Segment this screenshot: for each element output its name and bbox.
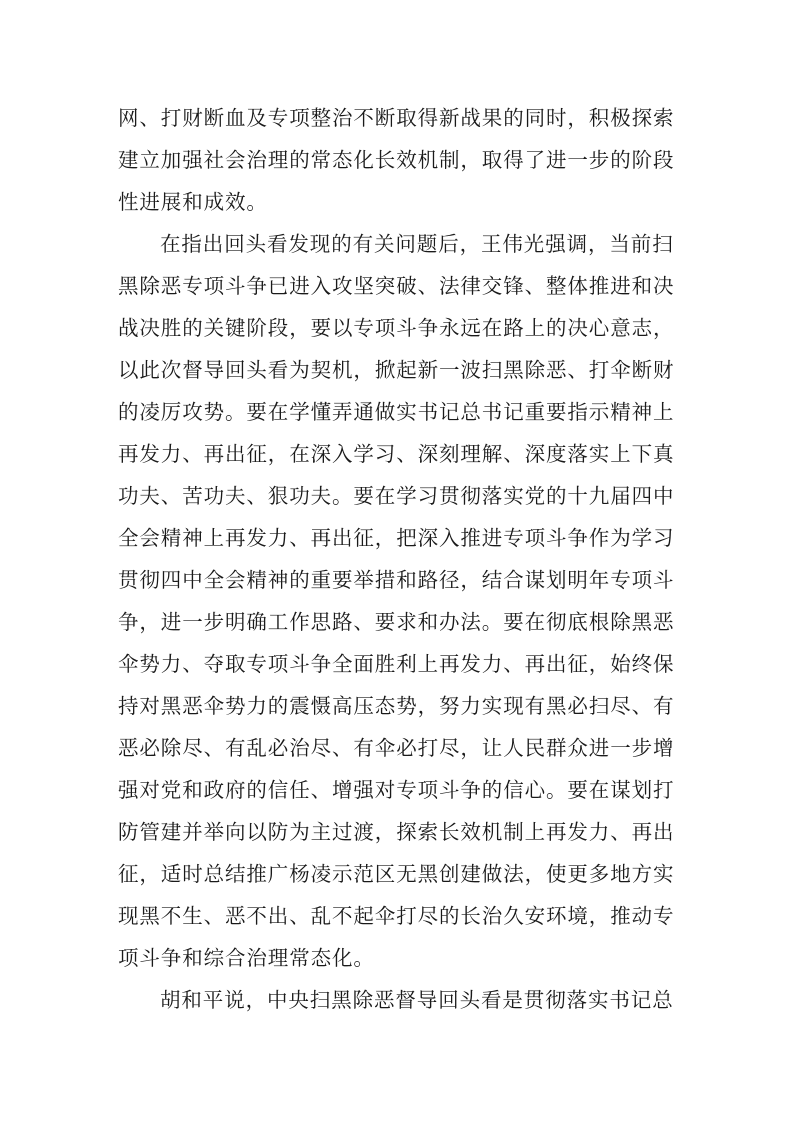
text-line: 现黑不生、恶不出、乱不起伞打尽的长治久安环境，推动专 xyxy=(118,904,675,928)
text-line: 性进展和成效。 xyxy=(118,190,268,214)
text-line: 全会精神上再发力、再出征，把深入推进专项斗争作为学习 xyxy=(118,526,675,550)
text-line: 项斗争和综合治理常态化。 xyxy=(118,946,375,970)
text-line: 征，适时总结推广杨凌示范区无黑创建做法，使更多地方实 xyxy=(118,862,675,886)
paragraph-start-line: 胡和平说，中央扫黑除恶督导回头看是贯彻落实书记总 xyxy=(160,988,674,1012)
paragraph-start-line: 在指出回头看发现的有关问题后，王伟光强调，当前扫 xyxy=(160,232,674,256)
text-line: 争，进一步明确工作思路、要求和办法。要在彻底根除黑恶 xyxy=(118,610,675,634)
text-line: 贯彻四中全会精神的重要举措和路径，结合谋划明年专项斗 xyxy=(118,568,675,592)
text-line: 功夫、苦功夫、狠功夫。要在学习贯彻落实党的十九届四中 xyxy=(118,484,675,508)
text-line: 伞势力、夺取专项斗争全面胜利上再发力、再出征，始终保 xyxy=(118,652,675,676)
text-line: 防管建并举向以防为主过渡，探索长效机制上再发力、再出 xyxy=(118,820,675,844)
text-line: 以此次督导回头看为契机，掀起新一波扫黑除恶、打伞断财 xyxy=(118,358,675,382)
text-line: 再发力、再出征，在深入学习、深刻理解、深度落实上下真 xyxy=(118,442,675,466)
text-line: 恶必除尽、有乱必治尽、有伞必打尽，让人民群众进一步增 xyxy=(118,736,675,760)
text-line: 的凌厉攻势。要在学懂弄通做实书记总书记重要指示精神上 xyxy=(118,400,675,424)
text-line: 持对黑恶伞势力的震慑高压态势，努力实现有黑必扫尽、有 xyxy=(118,694,675,718)
text-line: 战决胜的关键阶段，要以专项斗争永远在路上的决心意志， xyxy=(118,316,675,340)
text-line: 黑除恶专项斗争已进入攻坚突破、法律交锋、整体推进和决 xyxy=(118,274,675,298)
text-line: 建立加强社会治理的常态化长效机制，取得了进一步的阶段 xyxy=(118,148,675,172)
text-line: 强对党和政府的信任、增强对专项斗争的信心。要在谋划打 xyxy=(118,778,675,802)
text-line: 网、打财断血及专项整治不断取得新战果的同时，积极探索 xyxy=(118,106,675,130)
